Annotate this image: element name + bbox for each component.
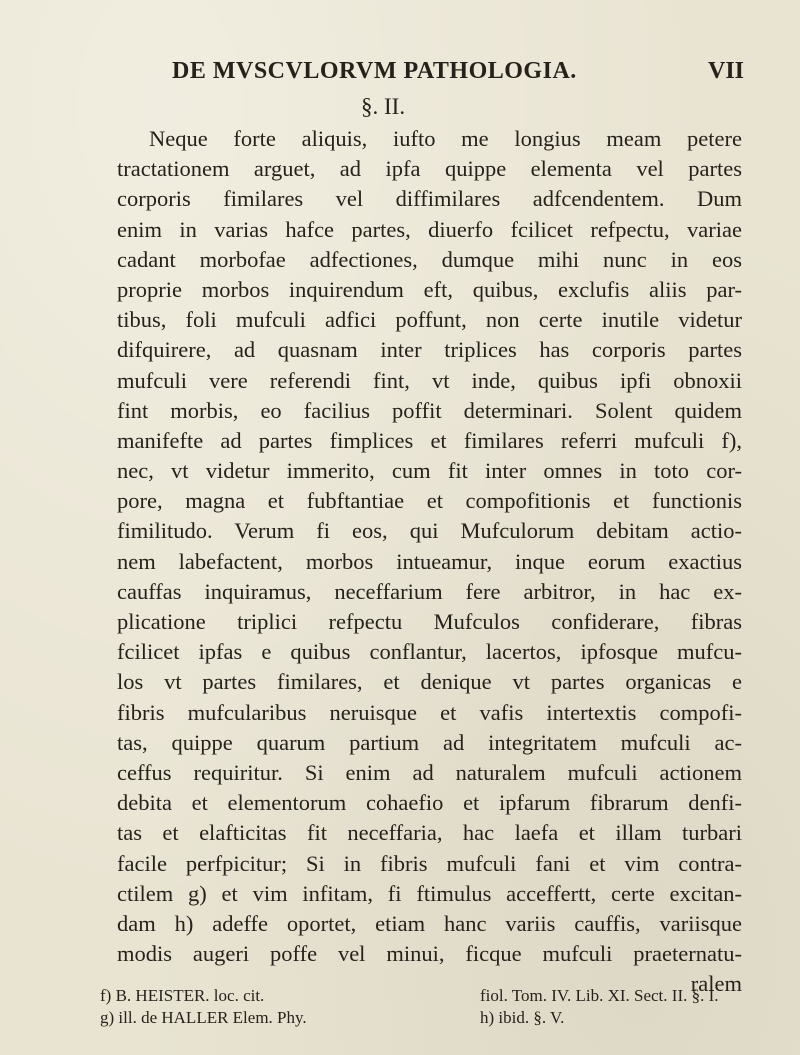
text-line: tas et elafticitas fit neceffaria, hac laefa et illam turbari bbox=[117, 820, 742, 846]
text-line: pore, magna et fubftantiae et compofitionis et functionis bbox=[117, 488, 742, 514]
text-line: corporis fimilares vel diffimilares adfcendentem. Dum bbox=[117, 186, 742, 212]
text-line: cauffas inquiramus, neceffarium fere arbitror, in hac ex- bbox=[117, 578, 742, 604]
text-line: cadant morbofae adfectiones, dumque mihi nunc in eos bbox=[117, 246, 742, 272]
footnotes bbox=[100, 985, 740, 1029]
text-line: nem labefactent, morbos intueamur, inque eorum exactius bbox=[117, 548, 742, 574]
footnote-h: h) ibid. §. V. bbox=[480, 1008, 565, 1027]
text-line: nec, vt videtur immerito, cum fit inter omnes in toto cor- bbox=[117, 458, 742, 484]
text-line: facile perfpicitur; Si in fibris mufculi fani et vim contra- bbox=[117, 850, 742, 876]
text-line: plicatione triplici refpectu Mufculos confiderare, fibras bbox=[117, 609, 742, 634]
text-line: manifefte ad partes fimplices et fimilares referri mufculi f), bbox=[117, 427, 742, 453]
text-line: fint morbis, eo facilius poffit determinari. Solent quidem bbox=[117, 397, 742, 423]
text-line: tibus, foli mufculi adfici poffunt, non certe inutile videtur bbox=[117, 307, 742, 333]
text-line: tas, quippe quarum partium ad integritatem mufculi ac- bbox=[117, 729, 742, 755]
text-line: los vt partes fimilares, et denique vt partes organicas e bbox=[117, 669, 742, 695]
text-line: fibris mufcularibus neruisque et vafis intertextis compofi- bbox=[117, 699, 742, 725]
text-line: fcilicet ipfas e quibus conflantur, lacertos, ipfosque mufcu- bbox=[117, 639, 742, 665]
running-head-title: DE MVSCVLORVM PATHOLOGIA. bbox=[172, 58, 577, 84]
section-heading: §. II. bbox=[361, 94, 406, 119]
catchword: ralem bbox=[690, 971, 742, 997]
text-line: enim in varias hafce partes, diuerfo fcilicet refpectu, variae bbox=[117, 216, 742, 242]
text-line: ceffus requiritur. Si enim ad naturalem mufculi actionem bbox=[117, 759, 742, 785]
body-paragraph bbox=[117, 124, 742, 999]
text-line: Neque forte aliquis, iufto me longius meam petere bbox=[149, 126, 742, 151]
page-number: VII bbox=[708, 58, 745, 84]
footnote-row bbox=[100, 1007, 740, 1029]
text-line: mufculi vere referendi fint, vt inde, quibus ipfi obnoxii bbox=[117, 367, 742, 393]
footnote-continuation: fiol. Tom. IV. Lib. XI. Sect. II. §. I. bbox=[480, 986, 719, 1005]
text-line: dam h) adeffe oportet, etiam hanc variis cauffis, variisque bbox=[117, 910, 742, 936]
text-line: difquirere, ad quasnam inter triplices has corporis partes bbox=[117, 337, 742, 363]
text-line: tractationem arguet, ad ipfa quippe elementa vel partes bbox=[117, 156, 742, 182]
footnote-g: g) ill. de HALLER Elem. Phy. bbox=[100, 1008, 307, 1027]
text-line: modis augeri poffe vel minui, ficque mufculi praeternatu- bbox=[117, 941, 742, 967]
text-line: fimilitudo. Verum fi eos, qui Mufculorum debitam actio- bbox=[117, 518, 742, 544]
running-head bbox=[0, 52, 800, 86]
footnote-f: f) B. HEISTER. loc. cit. bbox=[100, 986, 265, 1005]
text-line: proprie morbos inquirendum eft, quibus, exclufis aliis par- bbox=[117, 276, 742, 302]
text-line: debita et elementorum cohaefio et ipfarum fibrarum denfi- bbox=[117, 790, 742, 816]
text-line: ctilem g) et vim infitam, fi ftimulus acceffertt, certe excitan- bbox=[117, 880, 742, 906]
footnote-row bbox=[100, 985, 740, 1007]
